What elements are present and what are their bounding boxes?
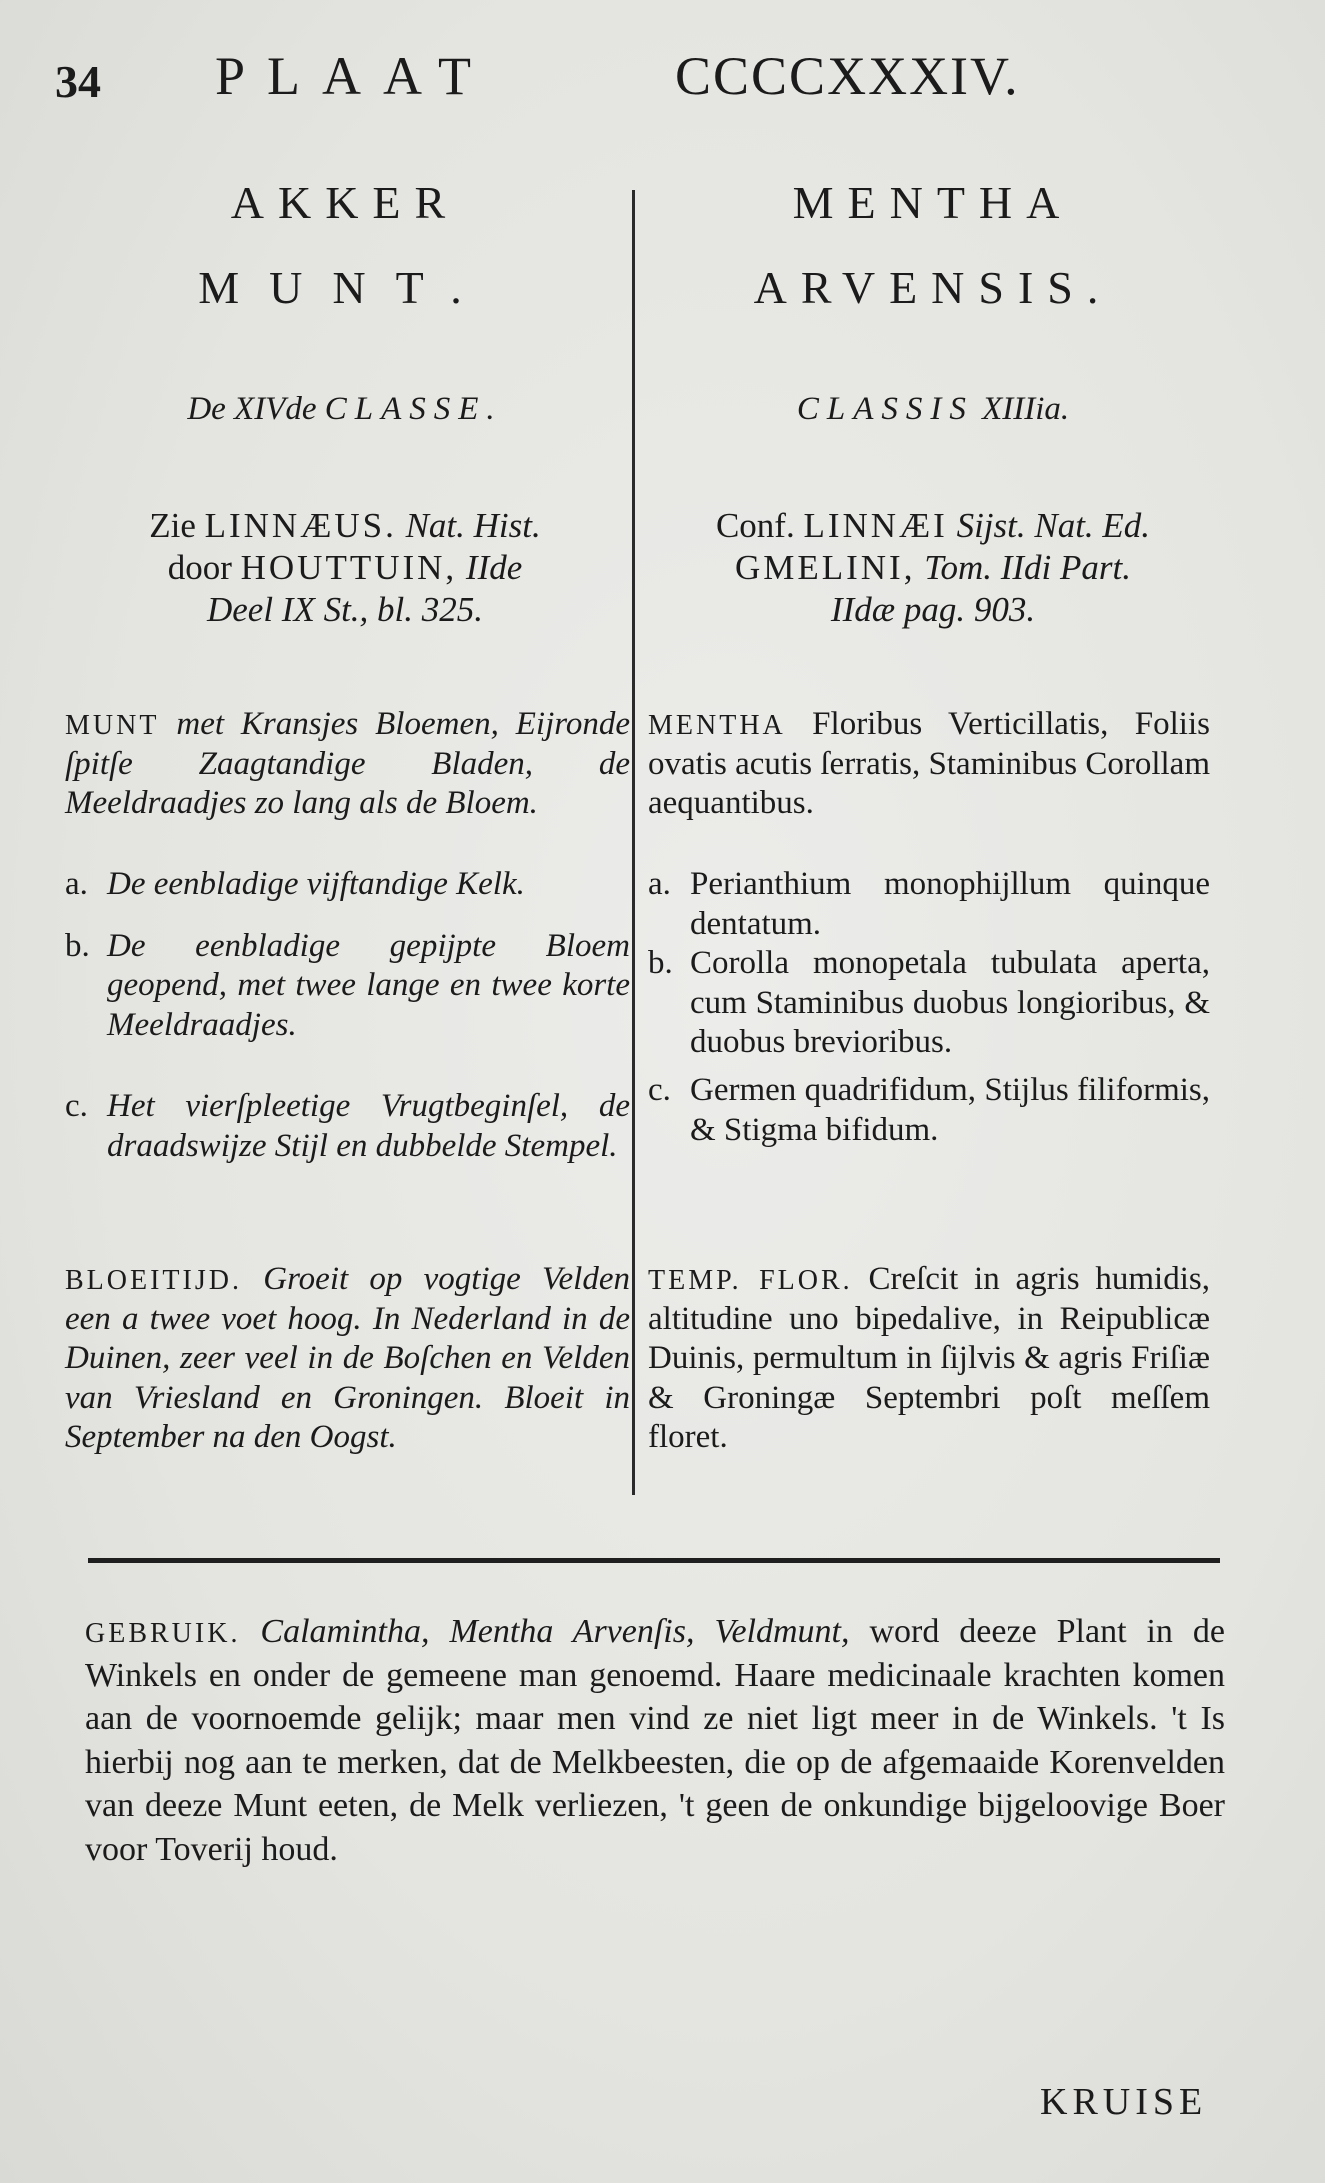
list-item: b. De eenbladige gepijpte Bloem geopend, met twee lange en twee korte Meeldraadjes. [65,927,630,1043]
ref-volume: Deel IX St., bl. 325. [206,590,484,629]
latin-name-line2: ARVENSIS. [753,262,1113,313]
flowering-head: BLOEITIJD. [65,1265,242,1296]
description-head: MUNT [65,710,160,741]
dutch-class-prefix: De XIVde [187,391,317,427]
flowering-text: Creſcit in agris humidis, altitudine uno bipedalive, in Reipublicæ Duinis, permultum in ſijlvis & agris Friſiæ & Groningæ Septembri poſt meſſem floret. [648,1261,1210,1456]
plate-title: PLAAT [215,46,494,106]
latin-reference [648,505,1218,631]
flowering-text: Groeit op vogtige Velden een a twee voet hoog. In Nederland in de Duinen, zeer veel in de Boſchen en Velden van Vriesland en Groningen. Bloeit in September na den Oogst. [65,1261,630,1456]
usage-paragraph [85,1610,1225,1871]
ref-tome: Tom. IIdi Part. [924,548,1132,587]
dutch-name-line1: AKKER [230,177,460,228]
dutch-flowering [65,1260,630,1458]
horizontal-rule [88,1558,1220,1563]
ref-text: Conf. [715,506,795,545]
latin-class-suffix: XIIIia. [982,391,1070,427]
latin-class-word: CLASSIS [796,391,974,427]
list-item: a. Perianthium monophijllum quinque dentatum. [648,866,1210,942]
latin-description [648,705,1210,824]
ref-part: IIde [465,548,523,587]
latin-parts-list [648,865,1210,1150]
plate-numeral: CCCCXXXIV. [675,46,1020,106]
list-item: c. Het vierſpleetige Vrugtbeginſel, de draadswijze Stijl en dubbelde Stempel. [65,1088,630,1164]
dutch-name-line2: MUNT. [198,262,492,313]
latin-flowering [648,1260,1210,1458]
usage-text: word deeze Plant in de Winkels en onder de gemeene man genoemd. Haare medicinaale krachten komen aan de voornoemde gelijk; maar men vind ze niet ligt meer in de Winkels. 't Is hierbij nog aan te merken, dat de Melkbeesten, die op de afgemaaide Korenvelden van deeze Munt eeten, de Melk verliezen, 't geen de onkundige bijgeloovige Boer voor Toverij houd. [85,1613,1225,1868]
description-text: Floribus Verticillatis, Foliis ovatis acutis ſerratis, Staminibus Corollam aequantibus. [648,706,1210,822]
description-text: met Kransjes Bloemen, Eijronde ſpitſe Zaagtandige Bladen, de Meeldraadjes zo lang als de Bloem. [65,706,631,822]
latin-name-line1: MENTHA [792,177,1074,228]
column-divider [632,190,635,1495]
list-item: b. Corolla monopetala tubulata aperta, cum Staminibus duobus longioribus, & duobus brevioribus. [648,945,1210,1061]
description-head: MENTHA [648,710,786,741]
ref-editor: GMELINI, [734,548,916,587]
ref-work: Nat. Hist. [405,506,541,545]
list-item: a. De eenbladige vijftandige Kelk. [65,866,525,902]
catchword: KRUISE [1040,2081,1208,2123]
list-item: c. Germen quadrifidum, Stijlus filiformis, & Stigma bifidum. [648,1071,1210,1148]
flowering-head: TEMP. FLOR. [648,1265,853,1296]
ref-text: door [167,548,232,587]
latin-class [648,390,1218,430]
page-number: 34 [55,56,101,107]
ref-work: Sijst. Nat. Ed. [956,506,1151,545]
dutch-class-word: CLASSE. [324,391,503,427]
ref-page: IIdæ pag. 903. [830,590,1036,629]
dutch-class [60,390,630,430]
ref-author: LINNÆI [803,506,948,545]
ref-translator: HOUTTUIN, [240,548,458,587]
dutch-parts-list [65,865,630,1167]
ref-author: LINNÆUS. [204,506,397,545]
dutch-description [65,705,630,824]
ref-text: Zie [149,506,196,545]
usage-head: GEBRUIK. [85,1618,241,1649]
dutch-reference [60,505,630,631]
usage-names: Calamintha, Mentha Arvenſis, Veldmunt, [260,1613,850,1650]
